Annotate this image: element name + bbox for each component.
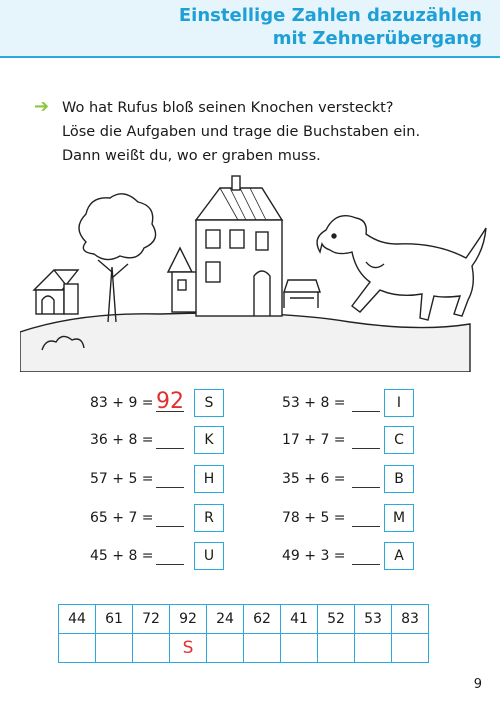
- solution-letter-cell[interactable]: [392, 634, 429, 663]
- solution-number: 24: [207, 605, 244, 634]
- solution-table: [58, 604, 429, 663]
- task-left-2: [90, 426, 250, 456]
- answer-field[interactable]: [156, 546, 184, 565]
- task-expression: 17 + 7 =: [282, 432, 346, 448]
- letter-box: B: [384, 465, 414, 493]
- answer-field[interactable]: [352, 546, 380, 565]
- solution-number: 61: [96, 605, 133, 634]
- illustration-scene: [20, 172, 490, 372]
- answer-field[interactable]: [352, 508, 380, 527]
- dog-house-icon: [34, 270, 78, 314]
- solution-letter-cell[interactable]: [207, 634, 244, 663]
- solution-letter-cell[interactable]: [59, 634, 96, 663]
- solution-letter-cell[interactable]: [244, 634, 281, 663]
- task-expression: 78 + 5 =: [282, 510, 346, 526]
- instructions: [62, 96, 420, 168]
- solution-number: 62: [244, 605, 281, 634]
- letter-box: M: [384, 504, 414, 532]
- solution-letter-cell[interactable]: [133, 634, 170, 663]
- page-title: [179, 4, 482, 50]
- task-expression: 57 + 5 =: [90, 471, 154, 487]
- solution-number-row: [59, 605, 429, 634]
- solution-number: 41: [281, 605, 318, 634]
- task-right-4: [282, 504, 442, 534]
- answer-field[interactable]: [156, 430, 184, 449]
- solution-number: 52: [318, 605, 355, 634]
- header-rule: [0, 56, 500, 58]
- solution-letter-row: [59, 634, 429, 663]
- instruction-line-2: Löse die Aufgaben und trage die Buchstaben ein.: [62, 124, 421, 140]
- task-right-5: [282, 542, 442, 572]
- tree-icon: [79, 194, 156, 322]
- task-left-3: [90, 465, 250, 495]
- house-icon: [196, 176, 282, 316]
- letter-box: R: [194, 504, 224, 532]
- title-line-1: Einstellige Zahlen dazuzählen: [178, 5, 482, 26]
- task-expression: 65 + 7 =: [90, 510, 154, 526]
- solution-letter-cell[interactable]: [281, 634, 318, 663]
- answer-field[interactable]: [352, 393, 380, 412]
- task-expression: 35 + 6 =: [282, 471, 346, 487]
- solution-letter-cell[interactable]: [96, 634, 133, 663]
- task-right-3: [282, 465, 442, 495]
- answer-field[interactable]: [156, 389, 184, 414]
- letter-box: I: [384, 389, 414, 417]
- letter-box: K: [194, 426, 224, 454]
- solution-letter-cell[interactable]: S: [170, 634, 207, 663]
- solution-letter-cell[interactable]: [318, 634, 355, 663]
- answer-field[interactable]: [156, 508, 184, 527]
- page-number: 9: [473, 677, 482, 692]
- green-arrow-icon: ➔: [34, 96, 50, 117]
- instruction-line-3: Dann weißt du, wo er graben muss.: [62, 148, 321, 164]
- handwritten-answer: 92: [156, 389, 184, 414]
- answer-field[interactable]: [352, 430, 380, 449]
- bench-icon: [284, 280, 320, 308]
- answer-field[interactable]: [156, 469, 184, 488]
- letter-box: C: [384, 426, 414, 454]
- letter-box: S: [194, 389, 224, 417]
- task-expression: 53 + 8 =: [282, 395, 346, 411]
- dog-icon: [317, 216, 486, 320]
- task-expression: 49 + 3 =: [282, 548, 346, 564]
- answer-field[interactable]: [352, 469, 380, 488]
- instruction-line-1: Wo hat Rufus bloß seinen Knochen versteckt?: [62, 100, 394, 116]
- hill-icon: [20, 313, 470, 372]
- shed-icon: [168, 248, 200, 312]
- task-right-1: [282, 389, 442, 419]
- letter-box: A: [384, 542, 414, 570]
- task-left-1: [90, 389, 250, 419]
- letter-box: H: [194, 465, 224, 493]
- task-expression: 36 + 8 =: [90, 432, 154, 448]
- task-expression: 45 + 8 =: [90, 548, 154, 564]
- solution-number: 53: [355, 605, 392, 634]
- solution-number: 92: [170, 605, 207, 634]
- task-left-4: [90, 504, 250, 534]
- task-right-2: [282, 426, 442, 456]
- task-left-5: [90, 542, 250, 572]
- solution-letter-cell[interactable]: [355, 634, 392, 663]
- letter-box: U: [194, 542, 224, 570]
- title-line-2: mit Zehnerübergang: [272, 28, 482, 49]
- solution-number: 83: [392, 605, 429, 634]
- task-expression: 83 + 9 =: [90, 395, 154, 411]
- solution-number: 72: [133, 605, 170, 634]
- solution-number: 44: [59, 605, 96, 634]
